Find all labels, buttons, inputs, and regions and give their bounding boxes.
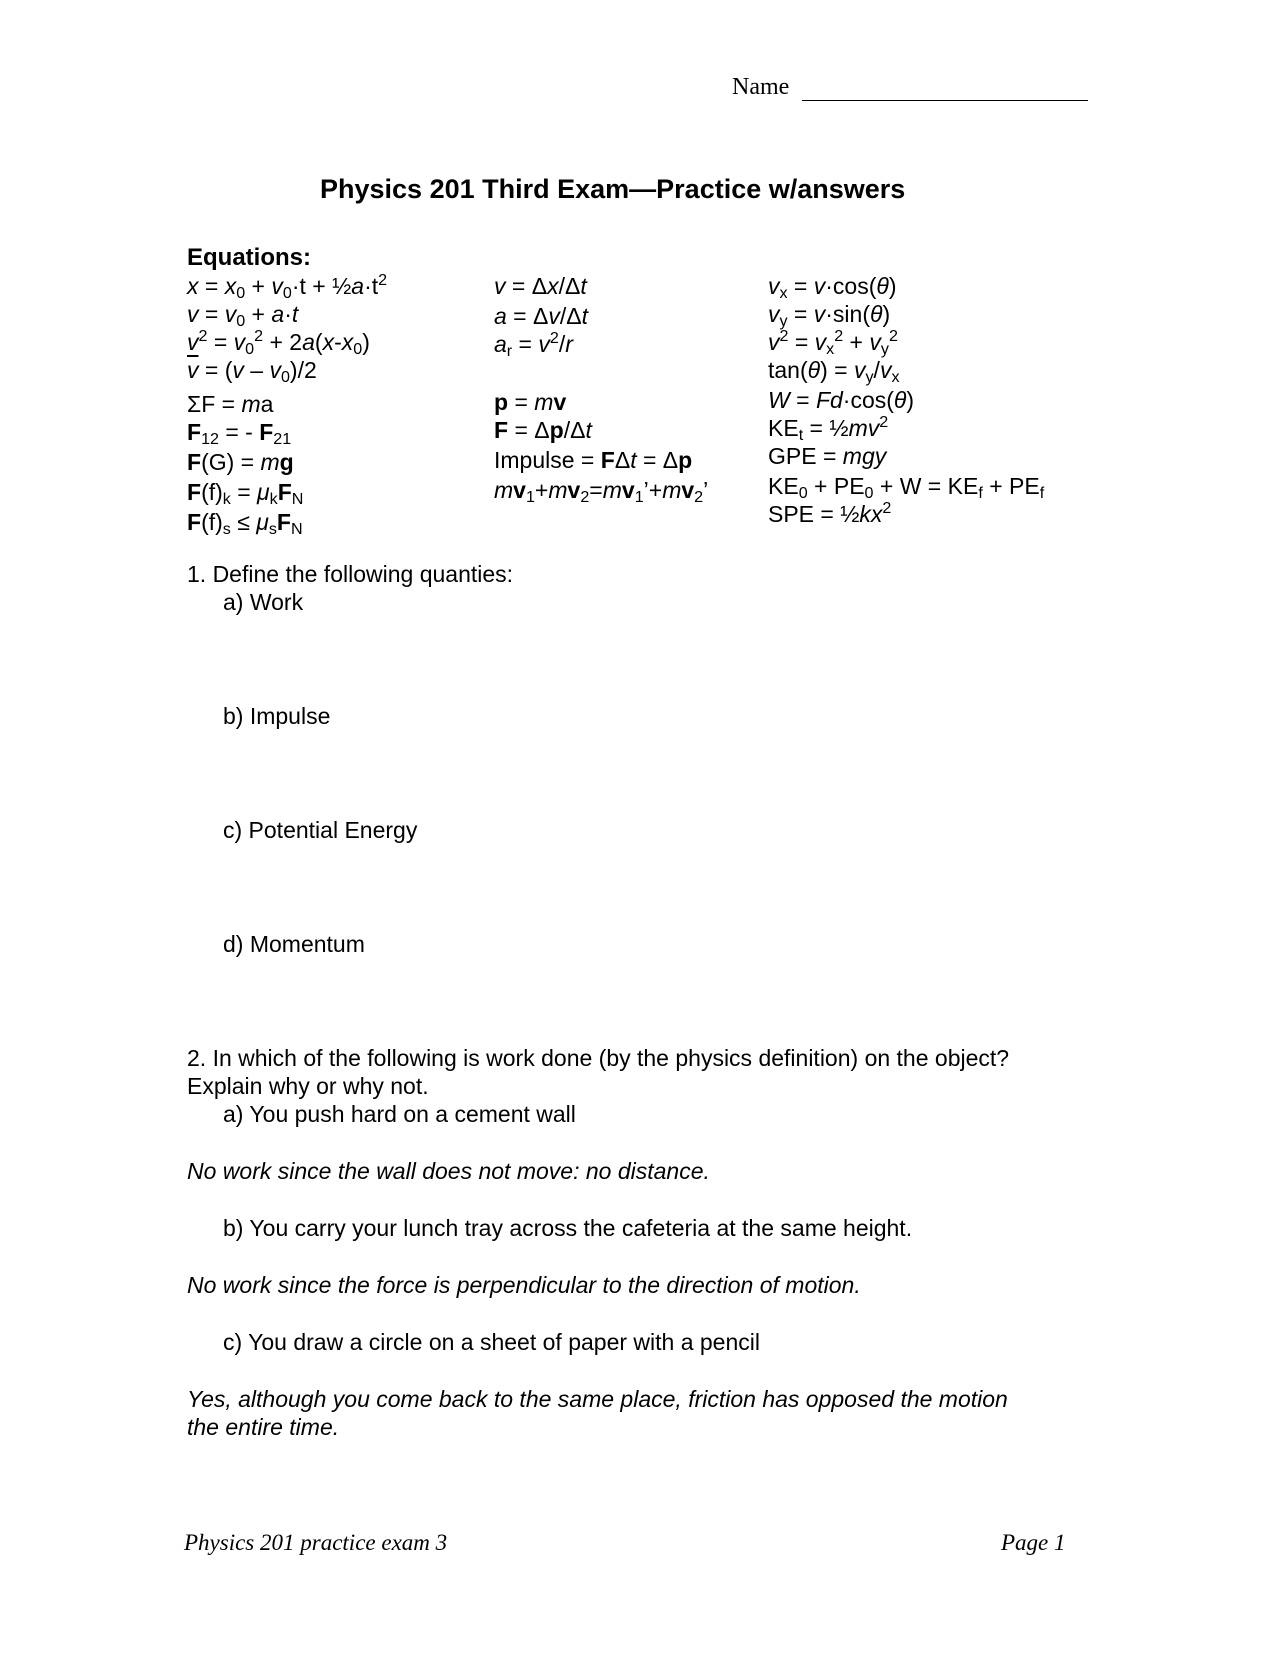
question-2-answer-b: No work since the force is perpendicular to the direction of motion.	[187, 1272, 861, 1298]
equation-newton-second-law: ΣF = ma	[187, 391, 274, 417]
equation-radial-acceleration: $a_r = v^2/r$	[494, 329, 573, 361]
question-2-answer-a: No work since the wall does not move: no distance.	[187, 1158, 710, 1184]
question-2-item-b: b) You carry your lunch tray across the cafeteria at the same height.	[223, 1215, 913, 1241]
question-2-prompt-line1: 2. In which of the following is work done (by the physics definition) on the object?	[187, 1045, 1010, 1071]
equation-v-components: $v^2 = v_x^2 + v_y^2$	[768, 327, 898, 359]
footer-left: Physics 201 practice exam 3	[184, 1530, 448, 1555]
question-1-item-a: a) Work	[223, 589, 304, 615]
equation-force-momentum: F = Δp/Δt	[494, 417, 592, 443]
page-title: Physics 201 Third Exam—Practice w/answers	[320, 174, 906, 204]
equation-spring-pe: SPE = $\frac{1}{2}kx^2$	[768, 499, 892, 527]
equation-momentum-conservation: $mv_1+mv_2=mv_1’+mv_2$’	[494, 477, 709, 507]
equation-acceleration-definition: a = Δv/Δt	[494, 303, 589, 329]
equation-tan-theta: $\tan(\theta) = v_y/v_x$	[768, 357, 900, 387]
equation-gravity-force: F(G) = mg	[187, 449, 294, 475]
equation-impulse: Impulse = FΔt = Δp	[494, 447, 693, 473]
name-blank-line	[802, 78, 1088, 101]
equation-work: W = Fd·cos(θ)	[768, 387, 915, 413]
question-2-item-c: c) You draw a circle on a sheet of paper with a pencil	[223, 1329, 760, 1355]
equation-kinetic-friction: $F(f)_k = \mu_kF_N$	[187, 479, 304, 509]
name-label: Name	[732, 74, 790, 100]
question-1-item-d: d) Momentum	[223, 931, 365, 957]
question-1-item-c: c) Potential Energy	[223, 817, 418, 843]
question-1-prompt: 1. Define the following quanties:	[187, 561, 514, 587]
question-2-answer-c-line1: Yes, although you come back to the same place, friction has opposed the motion	[187, 1386, 1008, 1412]
equation-vx: $v_x = v\cdot\cos(\theta)$	[768, 273, 897, 303]
question-2-answer-c-line2: the entire time.	[187, 1414, 340, 1440]
equations-heading: Equations:	[187, 244, 311, 271]
question-2-prompt-line2: Explain why or why not.	[187, 1073, 429, 1099]
equation-static-friction: $F(f)_s \le \mu_sF_N$	[187, 509, 303, 539]
equation-velocity-definition: v = Δx/Δt	[494, 273, 587, 299]
question-1-item-b: b) Impulse	[223, 703, 331, 729]
equation-energy-conservation: $KE_0 + PE_0 + W = KE_f + PE_f$	[768, 473, 1045, 503]
equation-gravitational-pe: GPE = mgy	[768, 443, 887, 469]
equation-kinematics-position: $x = x_0 + v_0\cdot t$ + $\frac{1}{2}a\cdot t^2$	[187, 271, 388, 303]
equation-newton-third-law: $F_{12}$ = - $F_{21}$	[187, 419, 292, 449]
footer-page-number: Page 1	[1001, 1530, 1066, 1555]
equation-vy: $v_y = v\cdot\sin(\theta)$	[768, 301, 891, 331]
question-2-item-a: a) You push hard on a cement wall	[223, 1101, 576, 1127]
equation-kinematics-velocity: $v = v_0 + a\cdot t$	[187, 301, 299, 331]
equation-kinematics-vsquared: $v^2 = v_0^2 + 2a(x-x_0)$	[187, 327, 370, 359]
equation-kinetic-energy: $KE_t$ = $\frac{1}{2}mv^2$	[768, 413, 889, 445]
equation-momentum: p = mv	[494, 389, 567, 415]
equation-average-velocity: $\overline{v} = (v - v_0)/2$	[187, 357, 317, 387]
